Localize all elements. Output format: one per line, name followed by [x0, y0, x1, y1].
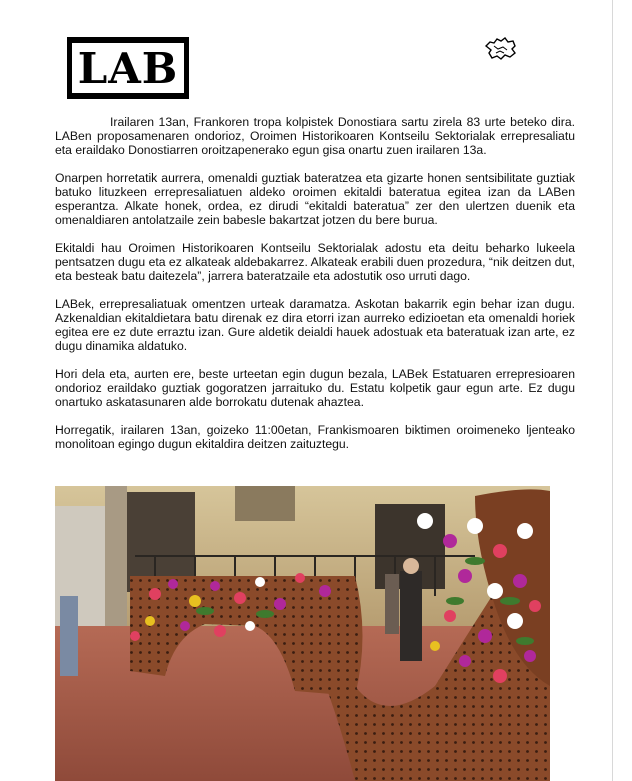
paragraph-1: Irailaren 13an, Frankoren tropa kolpistek Donostiara sartu zirela 83 urte beteko dira. LABen proposamenaren ondorioz, Oroimen Historikoaren Kontseilu Sektorialak errepresaliatu eta eraildako Donostiarren oroitzapenerako egun gisa onartu zuen irailaren 13a.: [55, 115, 575, 157]
paragraph-2: Onarpen horretatik aurrera, omenaldi guztiak bateratzea eta gizarte honen sentsibilitate guztiak batuko lituzkeen errepresaliatuen aldeko oroimen ekitaldi bateratua egitea izan da LABen esperantza. Alkate honek, ordea, ez dirudi “ekitaldi bateratua” zer den ulertzen duenik eta omenaldiaren antolatzaile zein babesle bakartzat jotzen du bere burua.: [55, 171, 575, 227]
announcement-text: [55, 115, 575, 465]
page-edge: [612, 0, 632, 781]
lab-logo-text: LAB: [72, 43, 184, 93]
euskal-herria-map-icon: [484, 36, 518, 62]
paragraph-5: Hori dela eta, aurten ere, beste urteetan egin dugun bezala, LABek Estatuaren errepresioaren ondorioz eraildako guztiak gogoratzen jarraituko du. Estatu kolpetik gaur egun arte. Ez dugu onartuko askatasunaren alde borrokatu dutenak ahaztea.: [55, 367, 575, 409]
paragraph-3: Ekitaldi hau Oroimen Historikoaren Kontseilu Sektorialak adostu eta deitu beharko lukeela pentsatzen dugu eta ez alkateak aldebakarrez. Alkateak erabili duen prozedura, “nik deitzen dut, eta besteak batu daitezela”, jarrera bateratzaile eta adostutik oso urruti dago.: [55, 241, 575, 283]
paragraph-4: LABek, errepresaliatuak omentzen urteak daramatza. Askotan bakarrik egin behar izan dugu. Azkenaldian ekitaldietara batu direnak ez dira etorri izan aurreko edizioetan eta omenaldi horiek egitea ere ez dute erraztu izan. Gure aldetik deialdi hauek adostuak eta bateratuak izan arte, ez dugu dinamika aldatuko.: [55, 297, 575, 353]
lab-logo: [67, 37, 189, 99]
paragraph-6: Horregatik, irailaren 13an, goizeko 11:00etan, Frankismoaren biktimen oroimeneko ljenteako monolitoan egingo dugun ekitaldira deitzen zaituztegu.: [55, 423, 575, 451]
monolith-photo: [55, 486, 550, 781]
